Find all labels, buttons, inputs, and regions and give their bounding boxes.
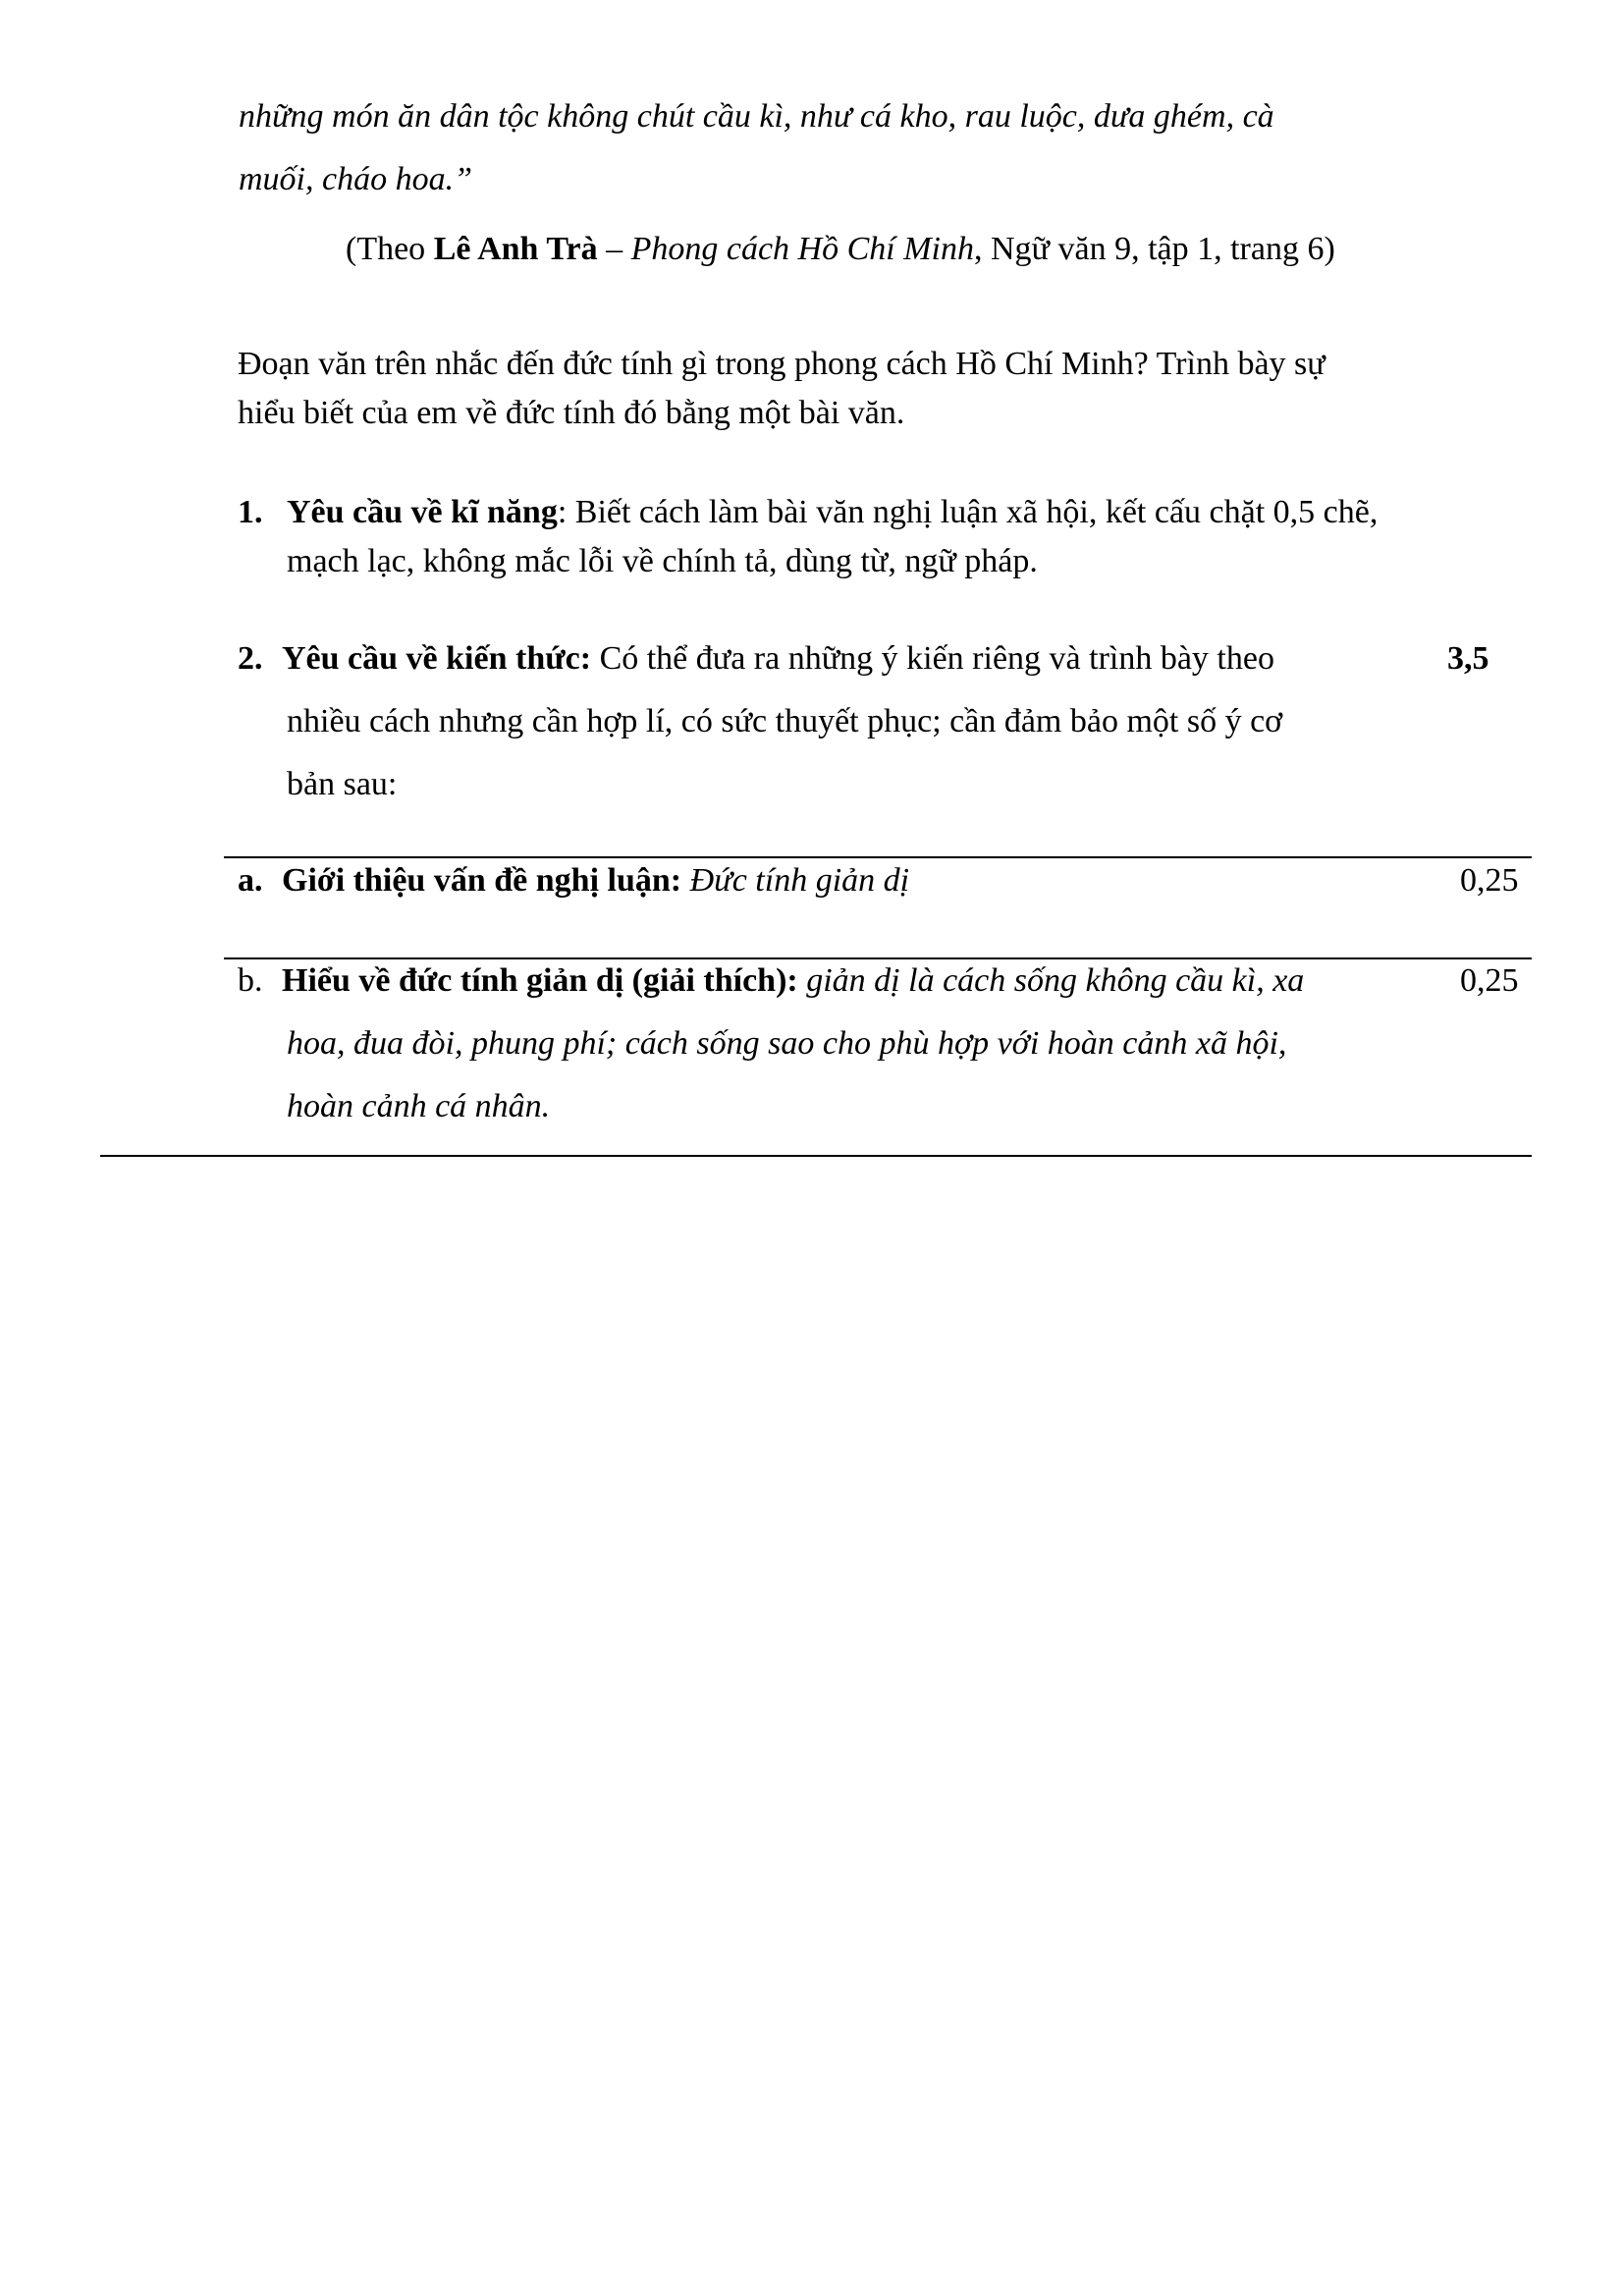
rule-above-a: [224, 856, 1532, 858]
item-a-line: [282, 862, 909, 900]
item-a-letter: a.: [238, 862, 263, 899]
item1-number: 1.: [238, 494, 263, 530]
item-b-line-1: [282, 962, 1304, 1000]
item1-line-2: mạch lạc, không mắc lỗi về chính tả, dùng từ, ngữ pháp.: [287, 543, 1038, 579]
item2-score: 3,5: [1447, 640, 1489, 677]
item-a-heading: Giới thiệu vấn đề nghị luận:: [282, 862, 682, 899]
item2-heading: Yêu cầu về kiến thức:: [282, 640, 592, 677]
item-a-score: 0,25: [1460, 862, 1519, 899]
citation-rest: , Ngữ văn 9, tập 1, trang 6): [974, 231, 1335, 267]
item1-line-1: [287, 494, 1378, 531]
quote-line-1: những món ăn dân tộc không chút cầu kì, như cá kho, rau luộc, dưa ghém, cà: [239, 98, 1274, 135]
item-b-heading: Hiểu về đức tính giản dị (giải thích):: [282, 962, 798, 999]
item2-line-2: nhiều cách nhưng cần hợp lí, có sức thuyết phục; cần đảm bảo một số ý cơ: [287, 703, 1283, 739]
item-b-line-2: hoa, đua đòi, phung phí; cách sống sao cho phù hợp với hoàn cảnh xã hội,: [287, 1025, 1287, 1062]
citation-author: Lê Anh Trà: [433, 231, 598, 267]
item-b-line-3: hoàn cảnh cá nhân.: [287, 1088, 551, 1124]
quote-line-2: muối, cháo hoa.”: [239, 161, 472, 197]
prompt-line-1: Đoạn văn trên nhắc đến đức tính gì trong phong cách Hồ Chí Minh? Trình bày sự: [238, 346, 1325, 382]
item2-line-1-rest: Có thể đưa ra những ý kiến riêng và trình bày theo: [591, 640, 1274, 677]
item2-number: 2.: [238, 640, 263, 677]
item-a-content: Đức tính giản dị: [689, 862, 910, 899]
rule-above-b: [224, 957, 1532, 959]
citation-work: Phong cách Hồ Chí Minh: [630, 231, 974, 267]
citation: [346, 231, 1335, 268]
prompt-line-2: hiểu biết của em về đức tính đó bằng một bài văn.: [238, 395, 905, 431]
table-bottom-rule: [100, 1155, 1532, 1157]
item-b-line-1-rest: giản dị là cách sống không cầu kì, xa: [806, 962, 1305, 999]
item2-line-3: bản sau:: [287, 766, 398, 802]
item2-line-1: [282, 640, 1274, 678]
citation-open: (Theo: [346, 231, 434, 267]
item-b-letter: b.: [238, 962, 263, 999]
citation-dash: –: [597, 231, 631, 267]
item1-line-1-rest: : Biết cách làm bài văn nghị luận xã hội, kết cấu chặt 0,5 chẽ,: [557, 494, 1379, 530]
item1-heading: Yêu cầu về kĩ năng: [287, 494, 558, 530]
item-b-score: 0,25: [1460, 962, 1519, 999]
